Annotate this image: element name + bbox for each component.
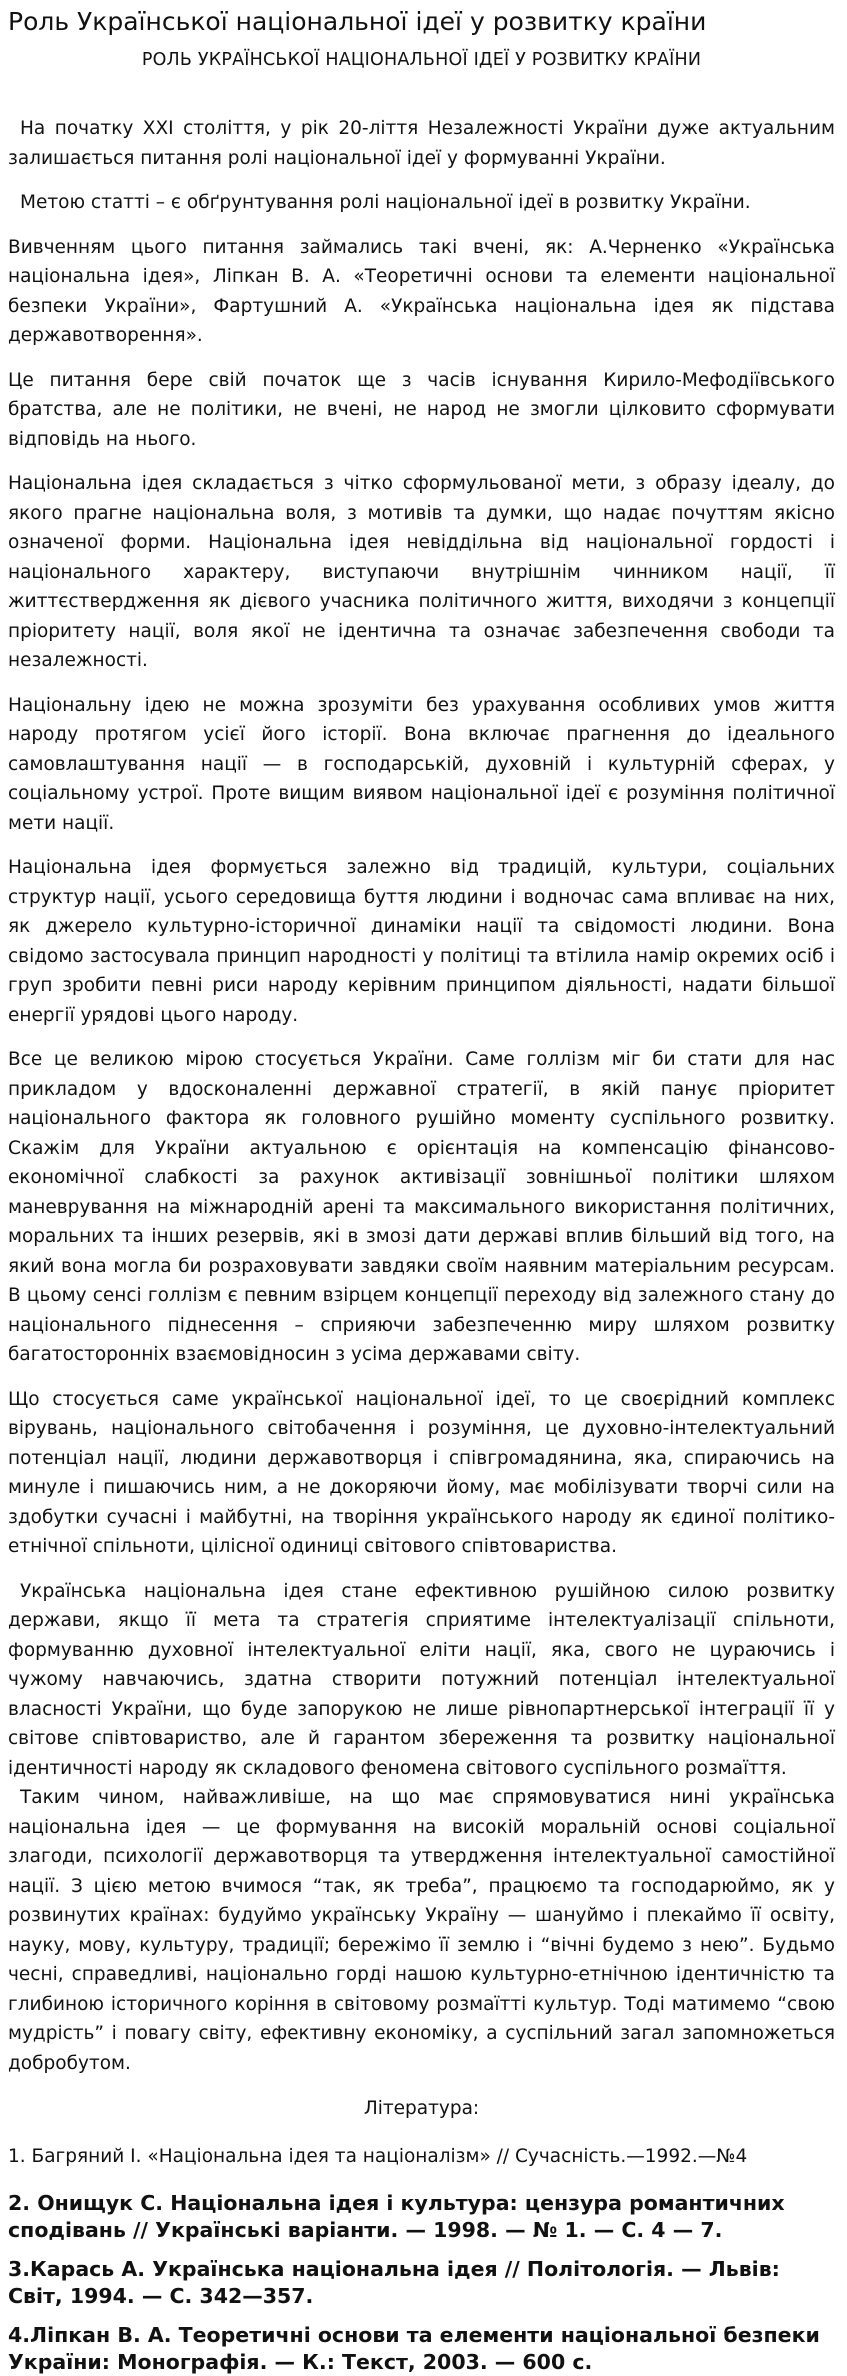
- paragraph-driving-force: Українська національна ідея стане ефективною рушійною силою розвитку держави, якщо її мета та стратегія сприятиме інтелектуалізації спільноти, формуванню духовної інтелектуальної еліти нації, яка, свого не цураючись і чужому навчаючись, здатна створити потужний потенціал інтелектуальної власності України, що буде запорукою не лише рівнопартнерської інтеграції її у світове співтовариство, але й гарантом збереження та розвитку національної ідентичності народу як складового феномена світового суспільного розмаїття.: [8, 1580, 835, 1779]
- page-subtitle: РОЛЬ УКРАЇНСЬКОЇ НАЦІОНАЛЬНОЇ ІДЕЇ У РОЗВИТКУ КРАЇНИ: [141, 50, 702, 70]
- paragraph-conclusion: Таким чином, найважливіше, на що має спрямовуватися нині українська національна ідея — це формування на високій моральній основі соціальної злагоди, психології державотворця та утвердження інтелектуальної самостійної нації. З цією метою вчимося “так, як треба”, працюємо та господарюймо, як у розвинутих країнах: будуймо українську Україну — шануймо і плекаймо її освіту, науку, мову, культуру, традиції; бережімо її землю і “вічні будемо з нею”. Будьмо чесні, справедливі, національно горді нашою культурно-етнічною ідентичністю та глибиною історичного коріння в світовому розмаїтті культур. Тоді матимемо “свою мудрість” і повагу світу, ефективну економіку, а суспільний загал запомножеться добробутом.: [8, 1787, 835, 2074]
- reference-item: 3.Карась А. Українська національна ідея // Політологія. — Львів: Світ, 1994. — С. 342—357.: [8, 2257, 780, 2308]
- paragraph-ukrainian-idea: Що стосується саме української національної ідеї, то це своєрідний комплекс вірувань, національного світобачення і розуміння, це духовно-інтелектуальний потенціал нації, людини державотворця і співгромадянина, яка, спираючись на минуле і пишаючись ним, а не докоряючи йому, має мобілізувати творчі сили на здобутки сучасні і майбутні, на творіння українського народу як єдиної політико-етнічної спільноти, цілісної одиниці світового співтовариства.: [8, 1388, 835, 1557]
- paragraph-composition: Національна ідея складається з чітко сформульованої мети, з образу ідеалу, до якого прагне національна воля, з мотивів та думки, що надає почуттям якісно означеної форми. Національна ідея невіддільна від національної гордості і національного характеру, виступаючи внутрішнім чинником нації, її життєствердження як дієвого учасника політичного життя, виходячи з концепції пріоритету нації, воля якої не ідентична та означає забезпечення свободи та незалежності.: [8, 473, 835, 671]
- paragraph-goal: Метою статті – є обґрунтування ролі національної ідеї в розвитку України.: [20, 192, 751, 213]
- paragraph-understanding: Національну ідею не можна зрозуміти без урахування особливих умов життя народу протягом усієї його історії. Вона включає прагнення до ідеального самовлаштування нації — в господарській, духовній і культурній сферах, у соціальному устрої. Проте вищим виявом національної ідеї є розуміння політичної мети нації.: [8, 694, 835, 834]
- paragraph-intro: На початку XXI століття, у рік 20-ліття Незалежності України дуже актуальним залишається питання ролі національної ідеї у формуванні України.: [8, 118, 835, 169]
- literature-heading: Література:: [363, 2098, 480, 2119]
- paragraph-gaullism: Все це великою мірою стосується України. Саме голлізм міг би стати для нас прикладом у вдосконаленні державної стратегії, в якій панує пріоритет національного фактора як головного рушійно моменту суспільного розвитку. Скажім для України актуальною є орієнтація на компенсацію фінансово-економічної слабкості за рахунок активізації зовнішньої політики шляхом маневрування на міжнародній арені та максимального використання політичних, моральних та інших резервів, які в змозі дати державі вплив більший від того, на який вона могла би розраховувати завдяки своїм наявним матеріальним ресурсам. В цьому сенсі голлізм є певним взірцем концепції переходу від залежного стану до національного піднесення – сприяючи забезпеченню миру шляхом розвитку багатосторонніх взаємовідносин з усіма державами світу.: [8, 1049, 835, 1365]
- paragraph-scholars: Вивченням цього питання займались такі вчені, як: А.Черненко «Українська національна ідея», Ліпкан В. А. «Теоретичні основи та елементи національної безпеки України», Фартушний А. «Українська національна ідея як підстава державотворення».: [8, 236, 835, 346]
- reference-item: 1. Багряний І. «Національна ідея та націоналізм» // Сучасність.—1992.—№4: [8, 2146, 748, 2167]
- reference-item: 2. Онищук С. Національна ідея і культура: цензура романтичних сподівань // Українські варіанти. — 1998. — № 1. — С. 4 — 7.: [8, 2191, 785, 2242]
- reference-item: 4.Ліпкан В. А. Теоретичні основи та елементи національної безпеки України: Монографія. — К.: Текст, 2003. — 600 с.: [8, 2323, 820, 2374]
- page-title: Роль Української національної ідеї у розвитку країни: [8, 7, 707, 36]
- paragraph-formation: Національна ідея формується залежно від традицій, культури, соціальних структур нації, усього середовища буття людини і водночас сама впливає на них, як джерело культурно-історичної динаміки нації та свідомості людини. Вона свідомо застосувала принцип народності у політиці та втілила намір окремих осіб і груп зробити певні риси народу керівним принципом діяльності, надати більшої енергії урядові цього народу.: [8, 857, 835, 1026]
- paragraph-origin: Це питання бере свій початок ще з часів існування Кирило-Мефодіївського братства, але не політики, не вчені, не народ не змогли цілковито сформувати відповідь на нього.: [8, 369, 835, 450]
